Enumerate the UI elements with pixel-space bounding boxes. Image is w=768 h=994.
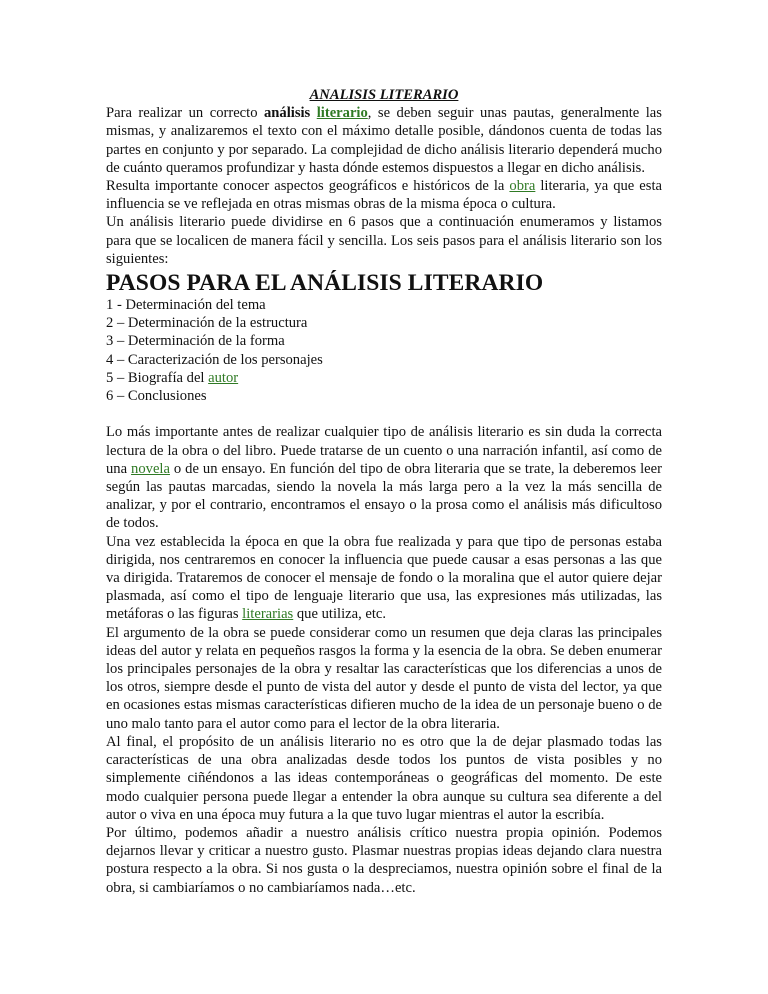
spacer <box>106 405 662 423</box>
body-paragraph-1 <box>106 423 662 532</box>
text: Para realizar un correcto <box>106 105 264 122</box>
intro-paragraph-3: Un análisis literario puede dividirse en 6 pasos que a continuación enumeramos y listamos para que se localicen de manera fácil y sencilla. Los seis pasos para el análisis literario son los siguientes: <box>106 214 662 267</box>
text: Una vez establecida la época en que la obra fue realizada y para que tipo de personas estaba dirigida, nos centraremos en conocer la influencia que puede causar a esas personas a las que va dirigida. Trataremos de conocer el mensaje de fondo o la moralina que el autor quiere dejar plasmada, así como el tipo de lenguaje literario que usa, las expresiones más utilizadas, las metáforas o las figuras <box>106 533 662 623</box>
intro-paragraph-2 <box>106 177 662 213</box>
section-heading: PASOS PARA EL ANÁLISIS LITERARIO <box>106 270 544 297</box>
document-title: ANALISIS LITERARIO <box>309 87 459 103</box>
text: que utiliza, etc. <box>293 606 387 623</box>
link-obra[interactable]: obra <box>509 178 536 195</box>
body-paragraph-4: Al final, el propósito de un análisis literario no es otro que la de dejar plasmado todas las características de una obra analizadas desde todos los puntos de vista posibles y no simplemente ciñéndonos a las ideas contemporáneas o geográficas del momento. De este modo cualquier persona puede llegar a entender la obra aunque su cultura sea diferente a del autor o viva en una época muy futura a la que tuvo lugar mientras el autor la escribía. <box>106 733 662 823</box>
link-novela[interactable]: novela <box>131 460 170 477</box>
step-item: 1 - Determinación del tema <box>106 297 266 314</box>
body-paragraph-3: El argumento de la obra se puede considerar como un resumen que deja claras las principales ideas del autor y relata en pequeños rasgos la forma y la esencia de la obra. Se deben enumerar los principales personajes de la obra y resaltar las características que los diferencias a unos de los otros, siempre desde el punto de vista del autor y desde el punto de vista del lector, ya que en ocasiones estas mismas características difieren mucho de la idea de un personaje bueno o de uno malo tanto para el autor como para el lector de la obra literaria. <box>106 624 662 732</box>
body-paragraph-2 <box>106 533 662 624</box>
intro-paragraph-1 <box>106 104 662 177</box>
link-literario[interactable]: literario <box>316 105 368 122</box>
text: literaria, ya que esta influencia se ve reflejada en otras mismas obras de la misma época o cultura. <box>106 178 662 213</box>
link-autor[interactable]: autor <box>208 369 239 386</box>
text: Lo más importante antes de realizar cualquier tipo de análisis literario es sin duda la correcta lectura de la obra o del libro. Puede tratarse de un cuento o una narración infantil, así como de una <box>106 424 662 477</box>
step-item: 6 – Conclusiones <box>106 388 207 405</box>
link-literarias[interactable]: literarias <box>242 606 294 623</box>
document-page <box>106 86 662 897</box>
step-text: 5 – Biografía del <box>106 369 209 386</box>
step-item <box>106 369 662 387</box>
step-item: 2 – Determinación de la estructura <box>106 315 308 332</box>
text: Resulta importante conocer aspectos geográficos e históricos de la <box>106 178 510 195</box>
text: o de un ensayo. En función del tipo de obra literaria que se trate, la deberemos leer según las pautas marcadas, siendo la novela la más larga pero a la vez la más sencilla de analizar, y por el contrario, encontramos el ensayo o la prosa como el análisis más dificultoso de todos. <box>106 460 662 532</box>
step-item: 3 – Determinación de la forma <box>106 333 285 350</box>
step-item: 4 – Caracterización de los personajes <box>106 351 323 368</box>
body-paragraph-5: Por último, podemos añadir a nuestro análisis crítico nuestra propia opinión. Podemos dejarnos llevar y criticar a nuestro gusto. Plasmar nuestras propias ideas dejando clara nuestra postura respecto a la obra. Si nos gusta o la despreciamos, nuestra opinión sobre el final de la obra, si cambiaríamos o no cambiaríamos nada…etc. <box>106 824 662 896</box>
bold-term: análisis <box>264 105 311 122</box>
steps-list <box>106 296 662 405</box>
text: , se deben seguir unas pautas, generalmente las mismas, y analizaremos el texto con el máximo detalle posible, dándonos cuenta de todas las partes en conjunto y por separado. La complejidad de dicho análisis literario dependerá mucho de cuánto queramos profundizar y hasta dónde estemos dispuestos a llegar en dicho análisis. <box>106 105 662 176</box>
